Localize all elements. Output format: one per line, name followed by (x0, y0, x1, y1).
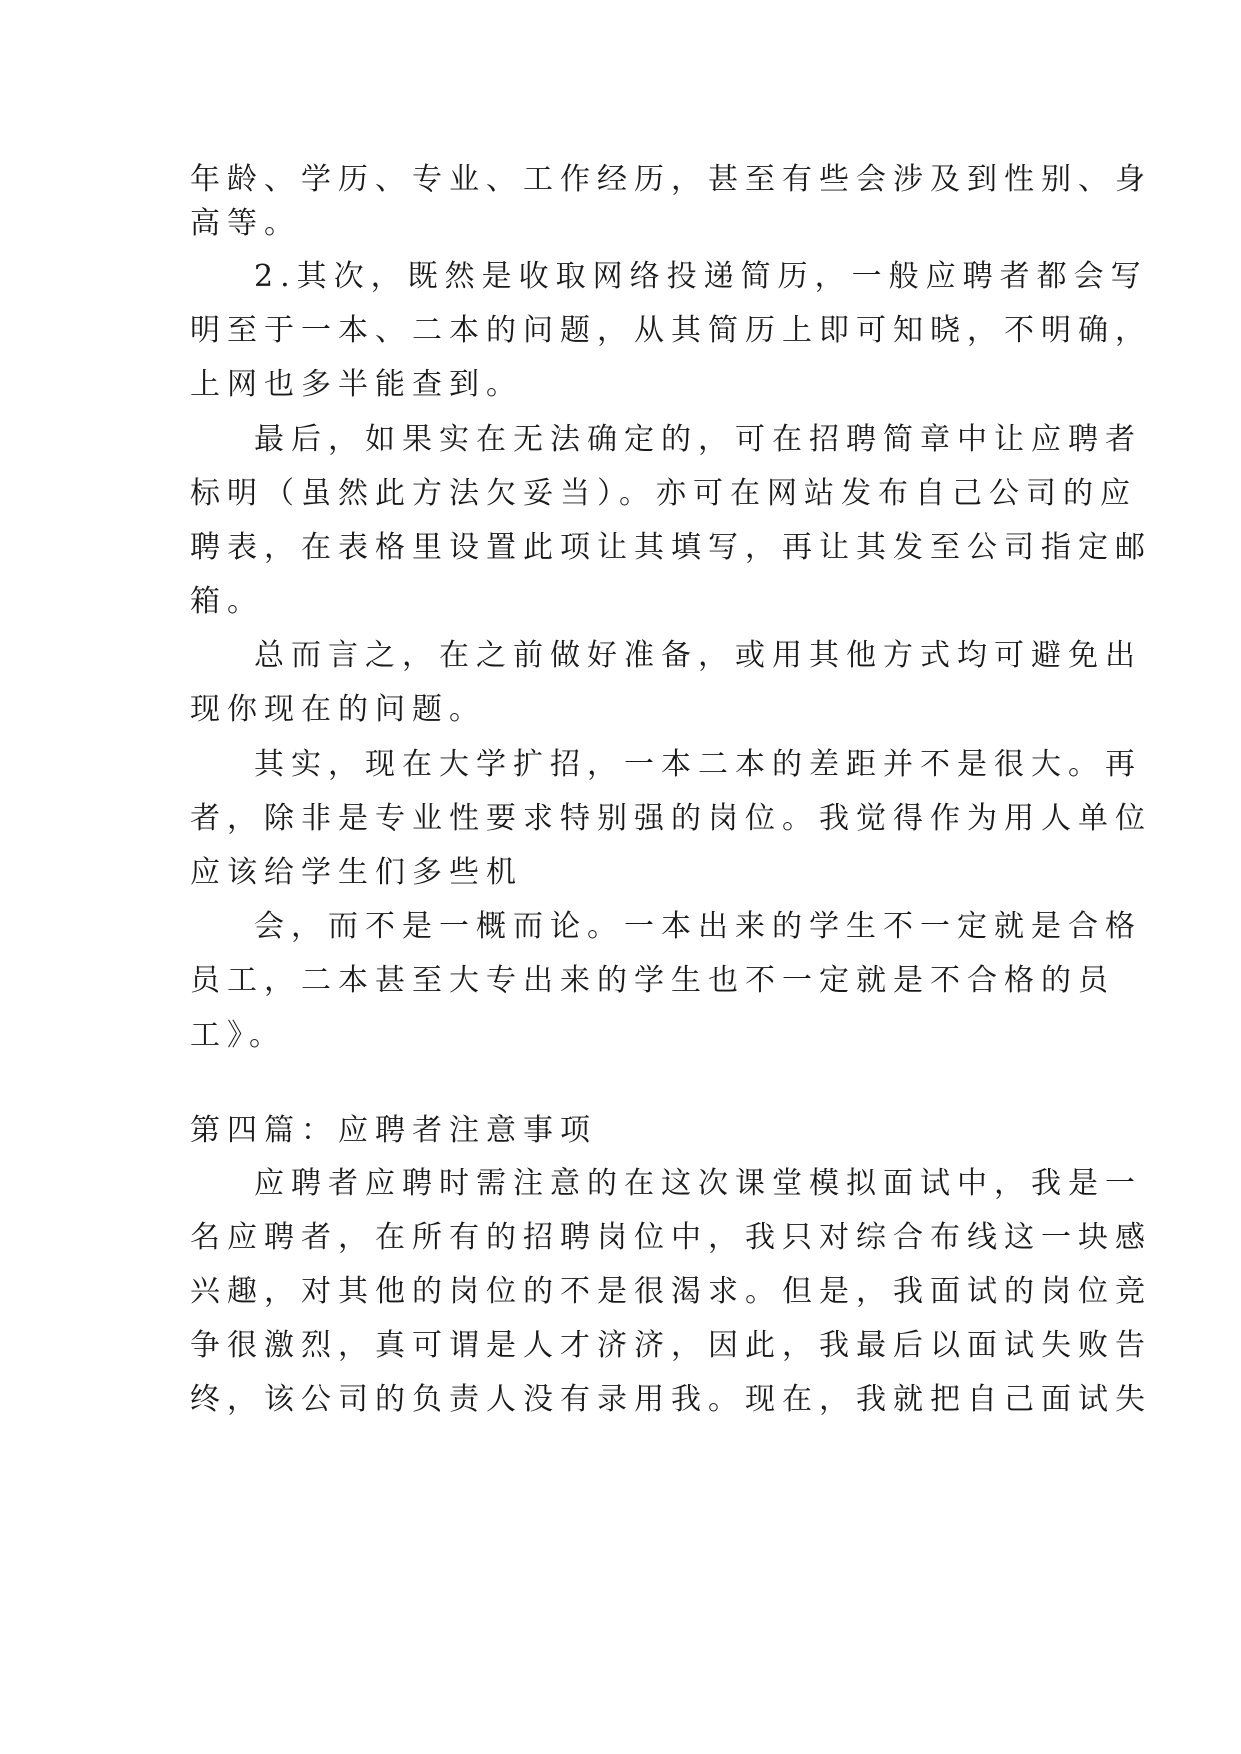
text-line: 其实，现在大学扩招，一本二本的差距并不是很大。再 (254, 747, 1142, 782)
text-line: 2.其次，既然是收取网络投递简历，一般应聘者都会写 (254, 259, 1148, 294)
text-line: 现你现在的问题。 (190, 692, 486, 727)
text-line: 名应聘者，在所有的招聘岗位中，我只对综合布线这一块感 (190, 1220, 1152, 1255)
text-line: 争很激烈，真可谓是人才济济，因此，我最后以面试失败告 (190, 1328, 1152, 1363)
text-line: 明至于一本、二本的问题，从其简历上即可知晓，不明确， (190, 313, 1152, 348)
text-line: 上网也多半能查到。 (190, 367, 523, 402)
text-line: 工》。 (190, 1018, 286, 1053)
text-line: 箱。 (190, 584, 264, 619)
text-line: 高等。 (190, 206, 301, 241)
text-line: 聘表，在表格里设置此项让其填写，再让其发至公司指定邮 (190, 530, 1152, 565)
text-line: 应聘者应聘时需注意的在这次课堂模拟面试中，我是一 (254, 1166, 1142, 1201)
text-line: 应该给学生们多些机 (190, 855, 523, 890)
text-line: 标明（虽然此方法欠妥当）。亦可在网站发布自己公司的应 (190, 476, 1137, 511)
text-line: 年龄、学历、专业、工作经历，甚至有些会涉及到性别、身 (190, 162, 1152, 197)
text-line: 会，而不是一概而论。一本出来的学生不一定就是合格 (254, 909, 1142, 944)
text-line: 最后，如果实在无法确定的，可在招聘简章中让应聘者 (254, 422, 1142, 457)
text-line: 员工，二本甚至大专出来的学生也不一定就是不合格的员 (190, 963, 1115, 998)
text-line: 者，除非是专业性要求特别强的岗位。我觉得作为用人单位 (190, 801, 1152, 836)
text-line: 兴趣，对其他的岗位的不是很渴求。但是，我面试的岗位竞 (190, 1274, 1152, 1309)
text-line: 终，该公司的负责人没有录用我。现在，我就把自己面试失 (190, 1382, 1152, 1417)
text-line: 总而言之，在之前做好准备，或用其他方式均可避免出 (254, 638, 1142, 673)
section-heading: 第四篇：应聘者注意事项 (190, 1113, 597, 1148)
